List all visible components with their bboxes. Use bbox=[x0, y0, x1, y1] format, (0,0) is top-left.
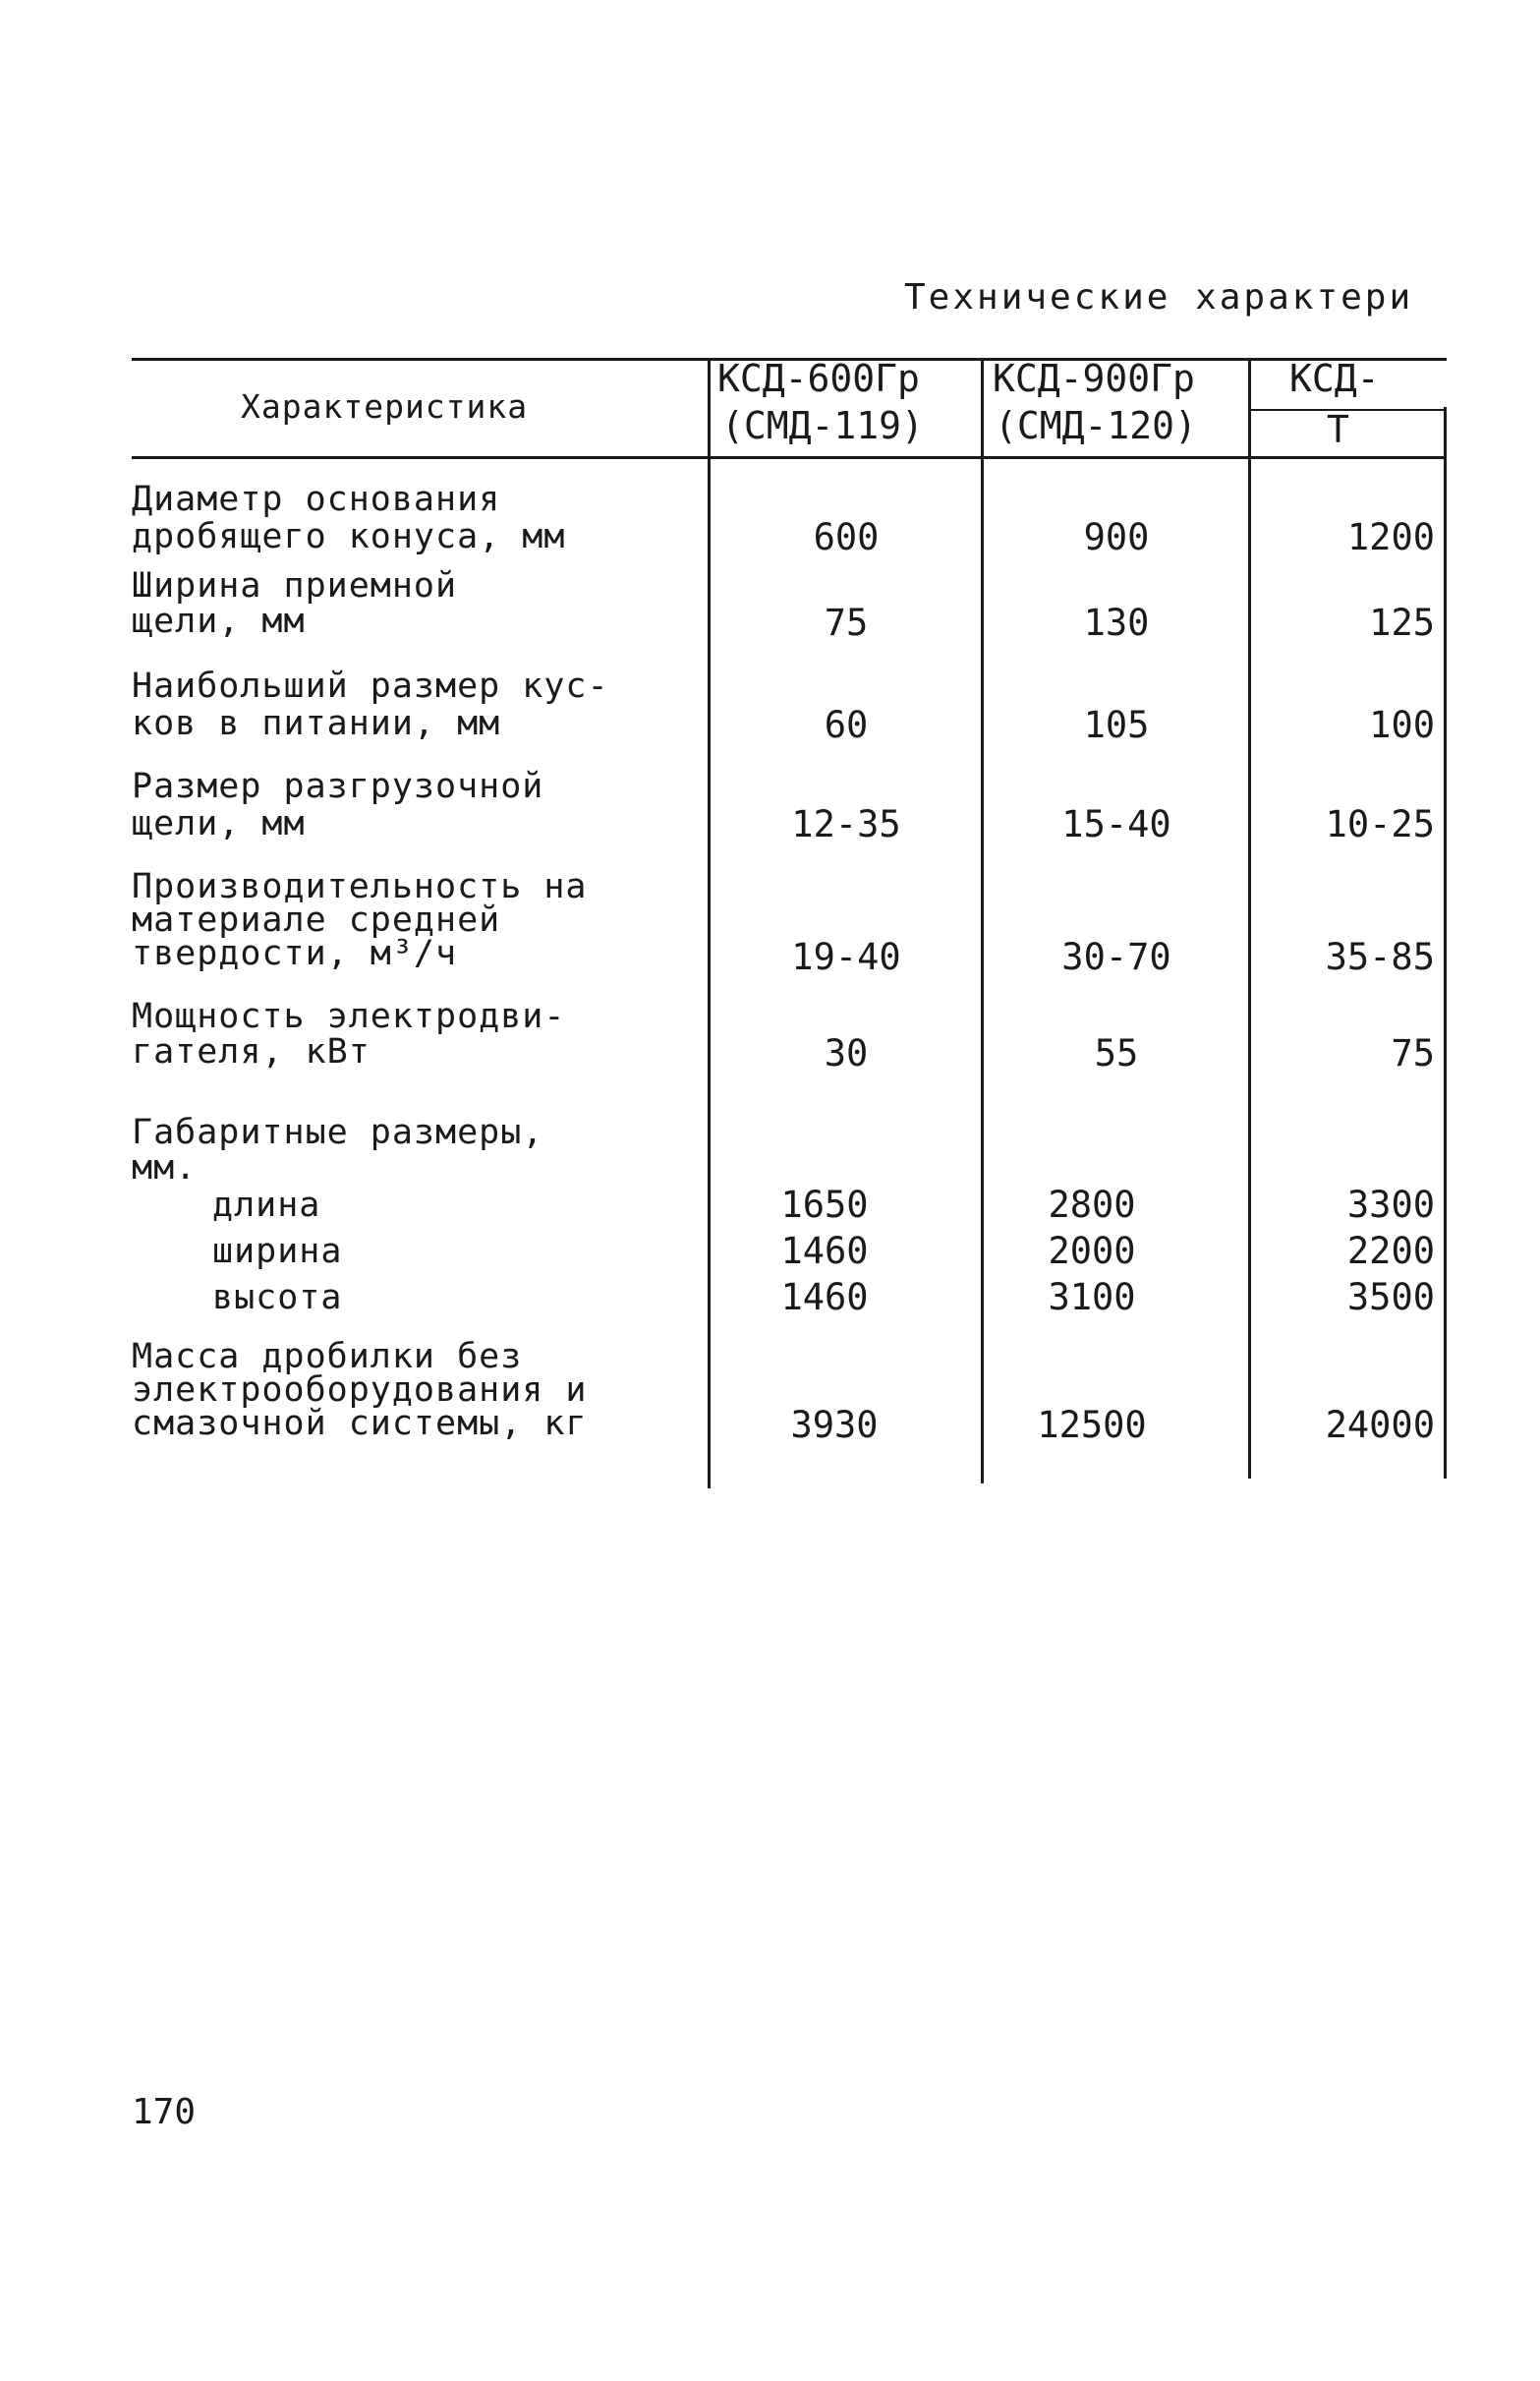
row-label: Ширина приемной bbox=[132, 566, 458, 606]
cell-value: 3300 bbox=[1346, 1184, 1435, 1226]
header-col2-line2: (СМД-120) bbox=[995, 404, 1197, 447]
cell-value: 30 bbox=[824, 1032, 869, 1074]
row-label: Диаметр основания bbox=[132, 480, 501, 519]
row-label: дробящего конуса, мм bbox=[132, 517, 566, 556]
cell-value: 600 bbox=[813, 516, 880, 558]
cell-value: 1460 bbox=[780, 1230, 869, 1272]
cell-value: 60 bbox=[824, 704, 869, 746]
cell-value: 3100 bbox=[1048, 1276, 1136, 1318]
cell-value: 1200 bbox=[1346, 516, 1435, 558]
row-label: твердости, м³/ч bbox=[132, 934, 458, 973]
cell-value: 10-25 bbox=[1325, 803, 1435, 845]
row-label: щели, мм bbox=[132, 804, 306, 843]
cell-value: 55 bbox=[1094, 1032, 1139, 1074]
header-col1-line1: КСД-600Гр bbox=[717, 357, 920, 400]
header-characteristic: Характеристика bbox=[241, 387, 529, 426]
subrow-label: высота bbox=[212, 1278, 343, 1317]
row-label: смазочной системы, кг bbox=[132, 1404, 588, 1443]
cell-value: 125 bbox=[1369, 602, 1435, 644]
header-col3-line2: Т bbox=[1327, 408, 1349, 451]
cell-value: 1650 bbox=[780, 1184, 869, 1226]
cell-value: 1460 bbox=[780, 1276, 869, 1318]
cell-value: 75 bbox=[1391, 1032, 1435, 1074]
row-label: электрооборудования и bbox=[132, 1370, 588, 1410]
row-label: гателя, кВт bbox=[132, 1032, 371, 1072]
cell-value: 35-85 bbox=[1325, 936, 1435, 978]
cell-value: 15-40 bbox=[1061, 803, 1171, 845]
row-label: Размер разгрузочной bbox=[132, 767, 544, 806]
subrow-label: длина bbox=[212, 1186, 321, 1225]
subrow-label: ширина bbox=[212, 1232, 343, 1271]
row-label: ков в питании, мм bbox=[132, 704, 501, 743]
cell-value: 2000 bbox=[1048, 1230, 1136, 1272]
row-label: щели, мм bbox=[132, 602, 306, 641]
cell-value: 19-40 bbox=[791, 936, 901, 978]
table-caption: Технические характери bbox=[904, 277, 1414, 318]
page-number: 170 bbox=[132, 2092, 197, 2132]
cell-value: 130 bbox=[1083, 602, 1150, 644]
header-col3-line1: КСД- bbox=[1289, 357, 1380, 400]
cell-value: 3500 bbox=[1346, 1276, 1435, 1318]
row-label: Производительность на bbox=[132, 867, 588, 906]
cell-value: 100 bbox=[1369, 704, 1435, 746]
cell-value: 12500 bbox=[1037, 1404, 1147, 1446]
cell-value: 105 bbox=[1083, 704, 1150, 746]
cell-value: 2200 bbox=[1346, 1230, 1435, 1272]
cell-value: 75 bbox=[824, 602, 869, 644]
cell-value: 2800 bbox=[1048, 1184, 1136, 1226]
cell-value: 900 bbox=[1083, 516, 1150, 558]
row-label: Габаритные размеры, bbox=[132, 1113, 544, 1152]
row-label: материале средней bbox=[132, 900, 501, 940]
row-label: Масса дробилки без bbox=[132, 1337, 523, 1376]
cell-value: 12-35 bbox=[791, 803, 901, 845]
cell-value: 30-70 bbox=[1061, 936, 1171, 978]
cell-value: 3930 bbox=[790, 1404, 879, 1446]
cell-value: 24000 bbox=[1325, 1404, 1435, 1446]
row-label: мм. bbox=[132, 1148, 198, 1188]
header-col2-line1: КСД-900Гр bbox=[993, 357, 1195, 400]
row-label: Мощность электродви- bbox=[132, 997, 566, 1036]
header-col1-line2: (СМД-119) bbox=[721, 404, 924, 447]
column-divider-right bbox=[1444, 407, 1447, 1479]
row-label: Наибольший размер кус- bbox=[132, 667, 609, 706]
